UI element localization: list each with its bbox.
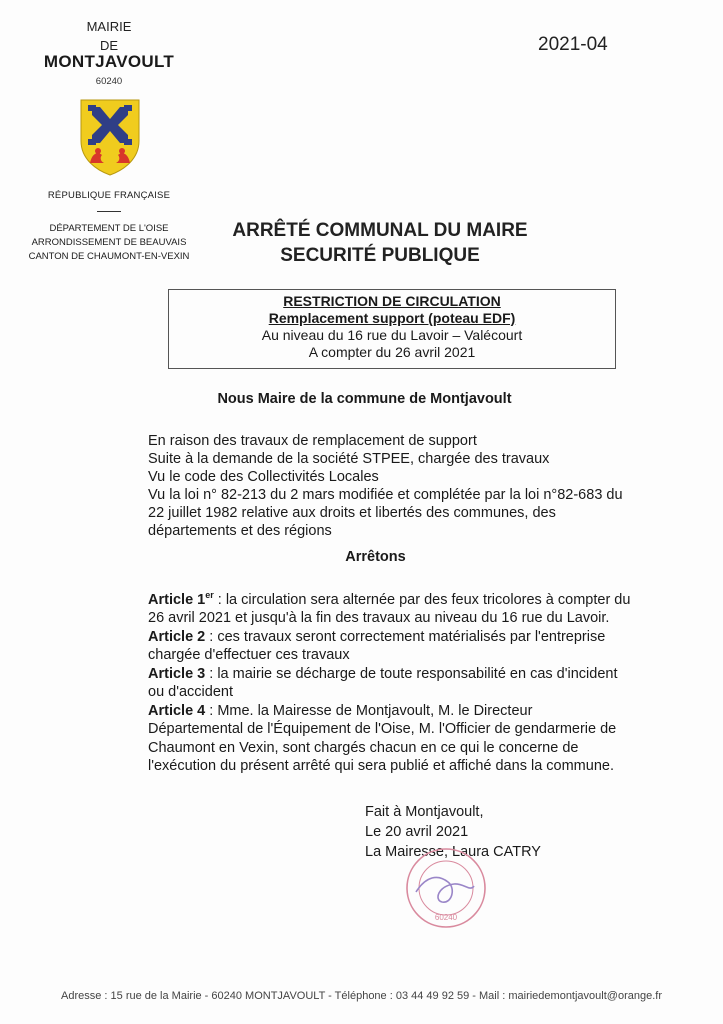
document-reference: 2021-04 (538, 34, 608, 55)
republique-francaise: RÉPUBLIQUE FRANÇAISE (47, 190, 171, 201)
article-1-label: Article 1er (148, 590, 214, 608)
article-4-text: Chaumont en Vexin, sont chargés chacun en ce qui le concerne de (148, 739, 579, 756)
considerant-line: Vu la loi n° 82-213 du 2 mars modifiée et complétée par la loi n°82-683 du (148, 487, 623, 503)
arrondissement-line: ARRONDISSEMENT DE BEAUVAIS (31, 237, 187, 248)
department-line: DÉPARTEMENT DE L'OISE (49, 223, 169, 234)
footer-address: Adresse : 15 rue de la Mairie - 60240 MONTJAVOULT - Téléphone : 03 44 49 92 59 - Mail : mairiedemontjavoult@orange.fr (61, 990, 662, 1002)
canton-line: CANTON DE CHAUMONT-EN-VEXIN (28, 251, 190, 262)
mairie-label (40, 17, 178, 55)
nous-maire-heading: Nous Maire de la commune de Montjavoult (217, 391, 512, 407)
article-2: Article 2 : ces travaux seront correctement matérialisés par l'entreprise (148, 628, 606, 645)
mairie-de-line: DE (99, 38, 119, 53)
divider (97, 211, 121, 212)
article-2-label: Article 2 (148, 628, 206, 645)
restriction-date: A compter du 26 avril 2021 (308, 344, 476, 360)
article-1-text: 26 avril 2021 et jusqu'à la fin des travaux au niveau du 16 rue du Lavoir. (148, 610, 610, 627)
article-4-text: Départemental de l'Équipement de l'Oise, M. l'Officier de gendarmerie de (148, 721, 617, 738)
title-line-1: ARRÊTÉ COMMUNAL DU MAIRE (232, 220, 528, 241)
signature-date: Le 20 avril 2021 (365, 824, 469, 840)
restriction-location: Au niveau du 16 rue du Lavoir – Valécourt (261, 327, 523, 343)
article-4-label: Article 4 (148, 702, 206, 719)
restriction-heading: RESTRICTION DE CIRCULATION (283, 293, 501, 309)
article-4-text: l'exécution du présent arrêté qui sera publié et affiché dans la commune. (148, 758, 614, 775)
postal-code: 60240 (95, 76, 123, 87)
article-4: Article 4 : Mme. la Mairesse de Montjavoult, M. le Directeur (148, 702, 533, 719)
department-block (20, 222, 198, 264)
fait-a: Fait à Montjavoult, (365, 804, 484, 820)
mairie-stamp-icon (404, 846, 488, 930)
restriction-box (168, 289, 616, 369)
considerant-line: Suite à la demande de la société STPEE, chargée des travaux (148, 451, 550, 467)
mairie-line: MAIRIE (86, 19, 132, 34)
commune-name: MONTJAVOULT (43, 52, 175, 71)
restriction-subject: Remplacement support (poteau EDF) (268, 310, 516, 326)
article-2-text: chargée d'effectuer ces travaux (148, 647, 350, 664)
considerant-line: départements et des régions (148, 523, 332, 539)
article-3-label: Article 3 (148, 665, 206, 682)
page-title (200, 218, 560, 268)
article-3-text: ou d'accident (148, 684, 233, 701)
considerants (148, 432, 623, 540)
stamp-code: 60240 (434, 913, 458, 922)
article-3: Article 3 : la mairie se décharge de toute responsabilité en cas d'incident (148, 665, 618, 682)
signer-name: La Mairesse, Laura CATRY (365, 844, 541, 860)
arretons-heading: Arrêtons (345, 549, 406, 565)
article-1: Article 1er : la circulation sera alternée par des feux tricolores à compter du (148, 590, 631, 608)
coat-of-arms-icon (78, 97, 142, 177)
considerant-line: 22 juillet 1982 relative aux droits et libertés des communes, des (148, 505, 556, 521)
title-line-2: SECURITÉ PUBLIQUE (280, 245, 480, 266)
considerant-line: En raison des travaux de remplacement de support (148, 433, 477, 449)
articles (148, 586, 631, 776)
considerant-line: Vu le code des Collectivités Locales (148, 469, 379, 485)
